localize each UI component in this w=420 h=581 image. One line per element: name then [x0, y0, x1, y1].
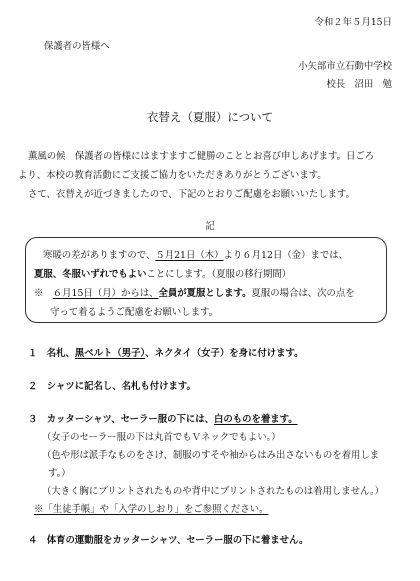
summer-start: ６月15日（月）からは、 — [52, 288, 159, 299]
box-line-3 — [34, 285, 355, 299]
box-line-4: 守って着るようご配慮をお願いします。 — [50, 307, 219, 318]
box-line-1 — [43, 247, 348, 261]
box-line-2 — [34, 266, 291, 280]
transition-rule: 夏服、冬服いずれでもよい — [34, 269, 147, 280]
intro-line-1: 薫風の候 保護者の皆様にはますますご健勝のこととお喜び申しあげます。日ごろ — [28, 151, 375, 162]
item-3 — [28, 411, 298, 425]
belt-rule: 黒ベルト（男子） — [74, 348, 146, 359]
date-end: より６月12日（金）まで — [223, 250, 330, 261]
box-text: 夏服の場合は、次の点を — [251, 288, 355, 299]
item-3-note-5: ※「生徒手帳」や「入学のしおり」をご参照ください。 — [34, 504, 269, 515]
item-1 — [28, 345, 303, 359]
intro-line-2: より、本校の教育活動にご支援ご協力をいただきありがとうございます。 — [18, 170, 327, 181]
item-3-note-4: （大きく胸にプリントされたものや背中にプリントされたものは着用しません。） — [42, 486, 384, 497]
item-4: ４ 体育の運動服をカッターシャツ、セーラー服の下に着ません。 — [28, 535, 309, 546]
item-2: ２ シャツに記名し、名札も付けます。 — [28, 381, 196, 392]
date-start: ５月21日（木） — [155, 250, 224, 261]
school-name: 小矢部市立石動中学校 — [298, 61, 392, 72]
box-text: 寒暖の差がありますので、 — [43, 250, 156, 261]
summer-rule: 全員が夏服とします。 — [158, 288, 252, 299]
item-3-note-3: す。） — [48, 468, 71, 479]
box-text: は、 — [329, 250, 348, 261]
page-title: 衣替え（夏服）について — [146, 110, 274, 124]
note-mark: ※ — [34, 288, 53, 299]
item-3-note-1: （女子のセーラー服の下は丸首でもＶネックでもよい。） — [42, 432, 281, 443]
item-text: 、ネクタイ（女子）を身に付けます。 — [145, 348, 304, 359]
item-text: １ 名札、 — [28, 348, 75, 359]
ki-heading: 記 — [205, 221, 215, 232]
notice-box — [25, 237, 387, 323]
item-text: ３ カッターシャツ、セーラー服の下には、 — [28, 414, 214, 425]
intro-line-3: さて、衣替えが近づきましたので、下記のとおりご配慮をお願いいたします。 — [28, 189, 356, 200]
white-undershirt-rule: 白のものを着ます。 — [214, 414, 298, 425]
box-text: ことにします。（夏服の移行期間） — [146, 269, 292, 280]
date: 令和２年５月15日 — [314, 17, 392, 28]
item-3-note-2: （色や形は派手なものをさけ、制服のすそや袖からはみ出さないものを着用しま — [42, 450, 380, 461]
principal-name: 校長 沼田 勉 — [326, 79, 392, 90]
recipient: 保護者の皆様へ — [44, 41, 110, 52]
